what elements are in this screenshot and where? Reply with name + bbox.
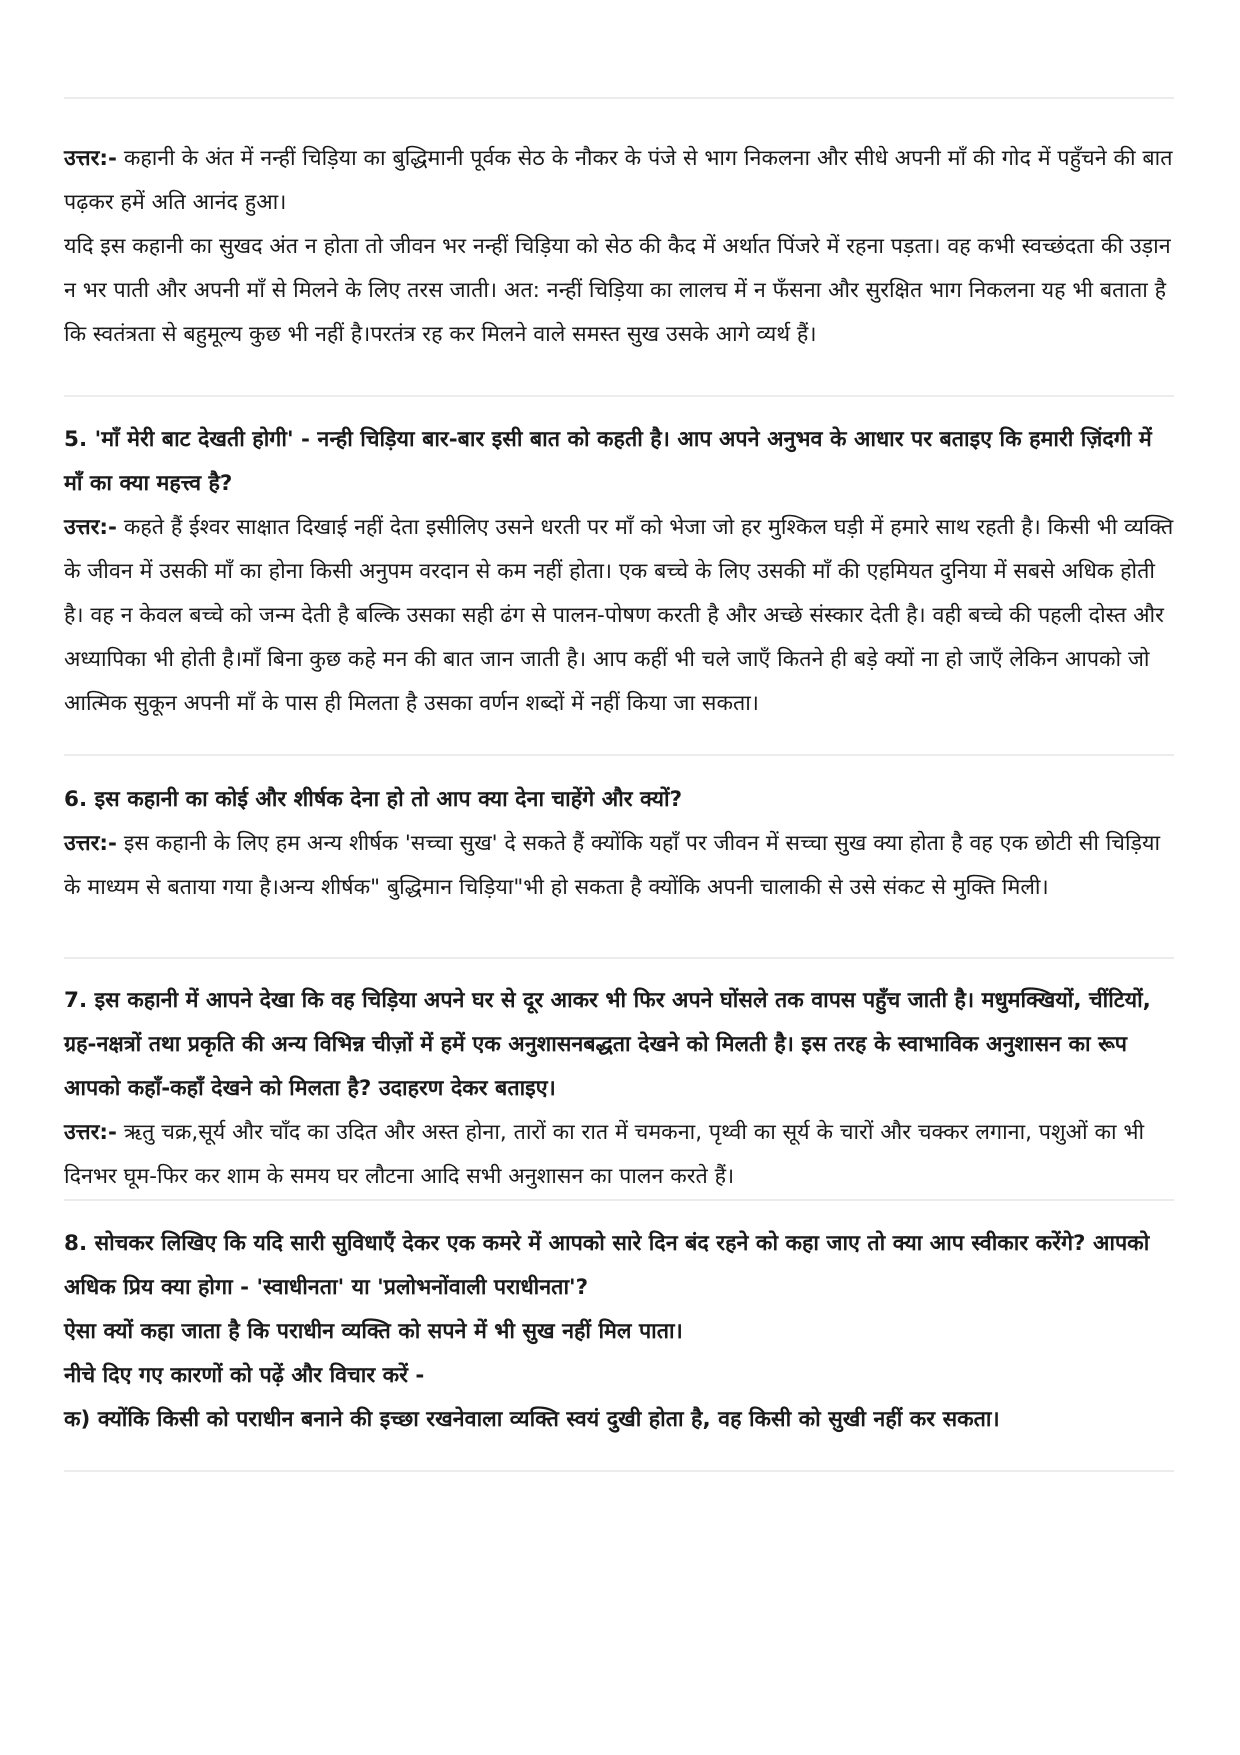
- question-section-8: [64, 1222, 1176, 1442]
- answer-text: कहानी के अंत में नन्हीं चिड़िया का बुद्धिमानी पूर्वक सेठ के नौकर के पंजे से भाग निकलना और सीधे अपनी माँ की गोद में पहुँचने की बात पढ़कर हमें अति आनंद हुआ।: [64, 146, 1173, 215]
- question-text: 7. इस कहानी में आपने देखा कि वह चिड़िया अपने घर से दूर आकर भी फिर अपने घोंसले तक वापस पहुँच जाती है। मधुमक्खियों, चींटियों, ग्रह-नक्षत्रों तथा प्रकृति की अन्य विभिन्न चीज़ों में हमें एक अनुशासनबद्धता देखने को मिलती है। इस तरह के स्वाभाविक अनुशासन का रूप आपको कहाँ-कहाँ देखने को मिलता है? उदाहरण देकर बताइए।: [64, 988, 1151, 1101]
- answer-paragraph: [64, 822, 1176, 910]
- question-text: ऐसा क्यों कहा जाता है कि पराधीन व्यक्ति को सपने में भी सुख नहीं मिल पाता।: [64, 1319, 683, 1344]
- question-section-7: [64, 979, 1176, 1199]
- answer-label: उत्तर:-: [64, 515, 117, 540]
- question-section-6: [64, 778, 1176, 910]
- answer-label: उत्तर:-: [64, 1120, 117, 1145]
- question-text: नीचे दिए गए कारणों को पढ़ें और विचार करें -: [64, 1363, 425, 1388]
- answer-text: ऋतु चक्र,सूर्य और चाँद का उदित और अस्त होना, तारों का रात में चमकना, पृथ्वी का सूर्य के चारों और चक्कर लगाना, पशुओं का भी दिनभर घूम-फिर कर शाम के समय घर लौटना आदि सभी अनुशासन का पालन करते हैं।: [64, 1120, 1145, 1189]
- answer-text: कहते हैं ईश्वर साक्षात दिखाई नहीं देता इसीलिए उसने धरती पर माँ को भेजा जो हर मुश्किल घड़ी में हमारे साथ रहती है। किसी भी व्यक्ति के जीवन में उसकी माँ का होना किसी अनुपम वरदान से कम नहीं होता। एक बच्चे के लिए उसकी माँ की एहमियत दुनिया में सबसे अधिक होती है। वह न केवल बच्चे को जन्म देती है बल्कि उसका सही ढंग से पालन-पोषण करती है और अच्छे संस्कार देती है। वही बच्चे की पहली दोस्त और अध्यापिका भी होती है।माँ बिना कुछ कहे मन की बात जान जाती है। आप कहीं भी चले जाएँ कितने ही बड़े क्यों ना हो जाएँ लेकिन आपको जो आत्मिक सुकून अपनी माँ के पास ही मिलता है उसका वर्णन शब्दों में नहीं किया जा सकता।: [64, 515, 1174, 716]
- answer-paragraph: यदि इस कहानी का सुखद अंत न होता तो जीवन भर नन्हीं चिड़िया को सेठ की कैद में अर्थात पिंजरे में रहना पड़ता। वह कभी स्वच्छंदता की उड़ान न भर पाती और अपनी माँ से मिलने के लिए तरस जाती। अत: नन्हीं चिड़िया का लालच में न फँसना और सुरक्षित भाग निकलना यह भी बताता है कि स्वतंत्रता से बहुमूल्य कुछ भी नहीं है।परतंत्र रह कर मिलने वाले समस्त सुख उसके आगे व्यर्थ हैं।: [64, 234, 1171, 347]
- answer-text: इस कहानी के लिए हम अन्य शीर्षक 'सच्चा सुख' दे सकते हैं क्योंकि यहाँ पर जीवन में सच्चा सुख क्या होता है वह एक छोटी सी चिड़िया के माध्यम से बताया गया है।अन्य शीर्षक" बुद्धिमान चिड़िया"भी हो सकता है क्योंकि अपनी चालाकी से उसे संकट से मुक्ति मिली।: [64, 831, 1161, 900]
- section-divider: [64, 754, 1174, 756]
- section-divider: [64, 395, 1174, 397]
- answer-paragraph: [64, 506, 1176, 726]
- section-divider: [64, 957, 1174, 959]
- question-text: 8. सोचकर लिखिए कि यदि सारी सुविधाएँ देकर एक कमरे में आपको सारे दिन बंद रहने को कहा जाए तो क्या आप स्वीकार करेंगे? आपको अधिक प्रिय क्या होगा - 'स्वाधीनता' या 'प्रलोभनोंवाली पराधीनता'?: [64, 1231, 1150, 1300]
- question-section-5: [64, 418, 1176, 726]
- answer-section-4: [64, 137, 1176, 357]
- question-text: 6. इस कहानी का कोई और शीर्षक देना हो तो आप क्या देना चाहेंगे और क्यों?: [64, 787, 683, 812]
- answer-paragraph: [64, 1111, 1176, 1199]
- section-divider: [64, 1470, 1174, 1472]
- question-text: क) क्योंकि किसी को पराधीन बनाने की इच्छा रखनेवाला व्यक्ति स्वयं दुखी होता है, वह किसी को सुखी नहीं कर सकता।: [64, 1407, 1000, 1432]
- answer-label: उत्तर:-: [64, 146, 117, 171]
- answer-paragraph: [64, 137, 1176, 225]
- section-divider: [64, 1199, 1174, 1201]
- question-text: 5. 'माँ मेरी बाट देखती होगी' - नन्ही चिड़िया बार-बार इसी बात को कहती है। आप अपने अनुभव के आधार पर बताइए कि हमारी ज़िंदगी में माँ का क्या महत्त्व है?: [64, 427, 1152, 496]
- section-divider: [64, 97, 1174, 99]
- answer-label: उत्तर:-: [64, 831, 117, 856]
